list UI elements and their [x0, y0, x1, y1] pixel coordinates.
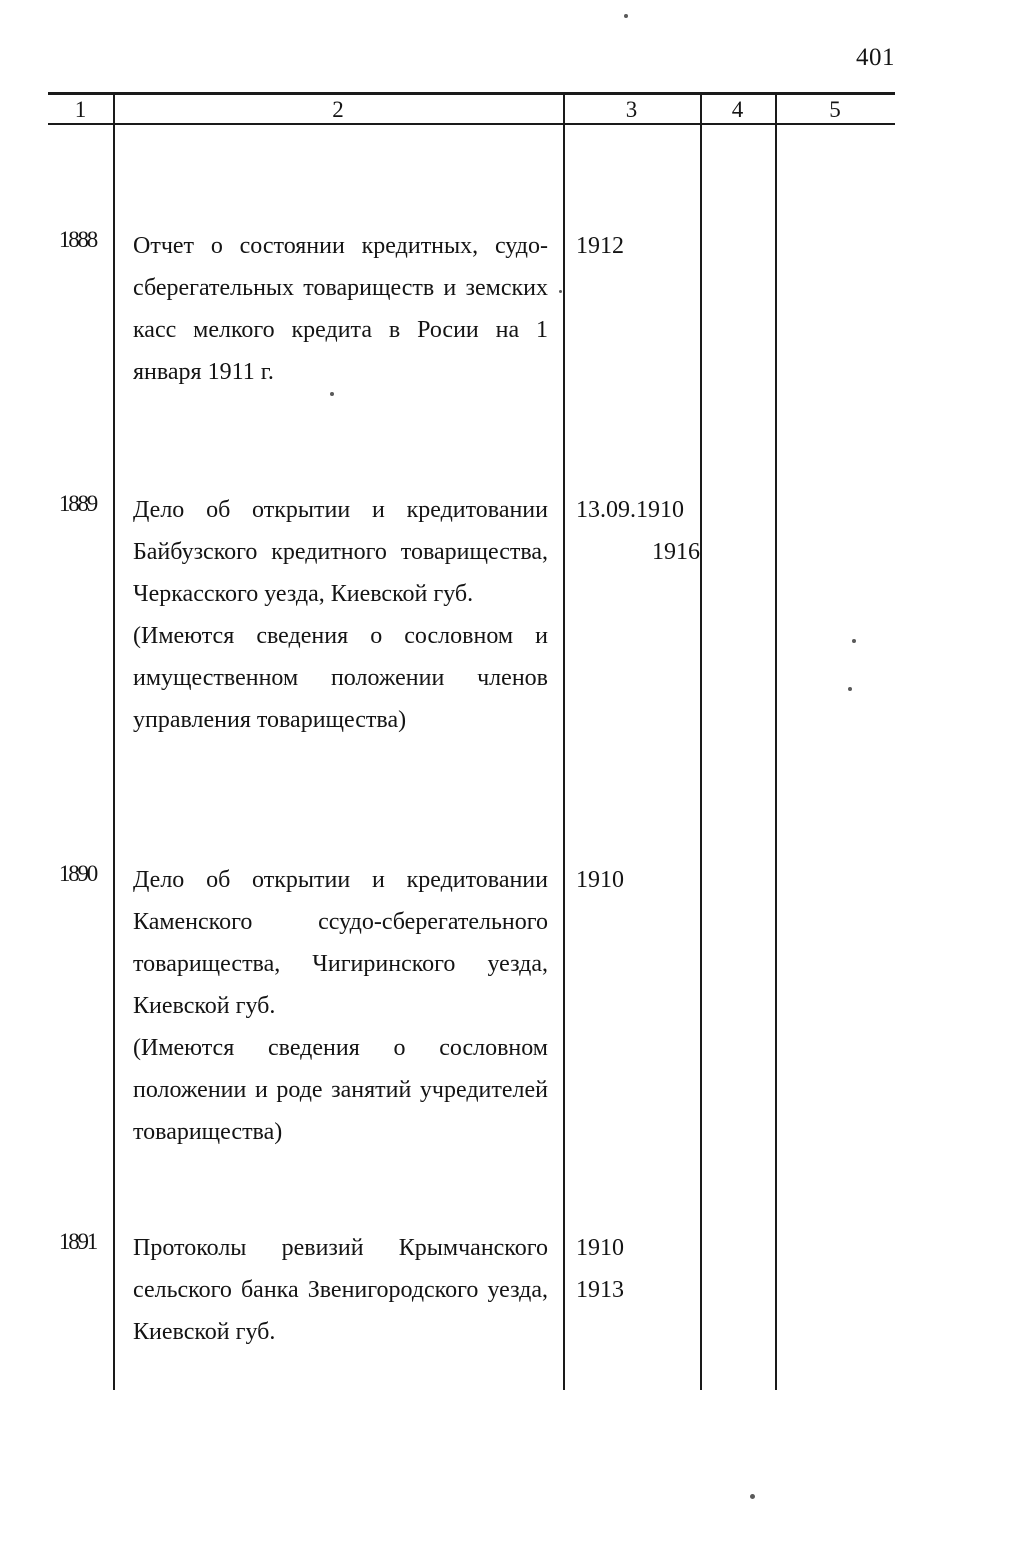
column-divider-3-body [700, 125, 702, 1390]
record-id: 1888 [58, 227, 97, 252]
record-description-paragraph: Отчет о состоянии кредитных, судо-сберегательных товариществ и земских касс мелкого кредита в Росии на 1 января 1911 г. [133, 233, 548, 385]
record-description [133, 225, 548, 393]
column-header-4: 4 [731, 97, 744, 122]
page-number: 401 [856, 44, 895, 71]
column-divider-1-body [113, 125, 115, 1390]
record-id: 1889 [58, 491, 97, 516]
table-body [48, 125, 895, 1450]
scan-speck [559, 290, 562, 293]
record-description [133, 489, 548, 741]
record-description [133, 859, 548, 1153]
record-date: 1910 [576, 867, 624, 893]
record-id: 1891 [58, 1229, 97, 1254]
record-description-note: (Имеются сведения о сословном положении и роде занятий учредителей товарищества) [133, 1035, 548, 1145]
scan-speck [852, 639, 856, 643]
column-header-2: 2 [332, 97, 344, 122]
table-header-row [48, 95, 895, 123]
record-date: 1912 [576, 233, 624, 259]
record-date: 1913 [576, 1277, 624, 1303]
record-description-paragraph: Протоколы ревизий Крымчанского сельского банка Звенигородского уезда, Киевской губ. [133, 1235, 548, 1345]
record-description-paragraph: Дело об открытии и кредитовании Байбузского кредитного товарищества, Черкасского уезда, Киевской губ. [133, 497, 548, 607]
column-header-1: 1 [74, 97, 87, 122]
record-date: 13.09.1910 [576, 497, 684, 523]
archive-inventory-table [48, 92, 895, 1450]
scan-speck [330, 392, 334, 396]
record-dates [576, 489, 700, 573]
scan-speck [750, 1494, 755, 1499]
record-date: 1916 [652, 539, 700, 565]
column-divider-2-body [563, 125, 565, 1390]
record-date: 1910 [576, 1235, 624, 1261]
record-dates [576, 859, 700, 901]
record-description-paragraph: Дело об открытии и кредитовании Каменского ссудо-сберегательного товарищества, Чигиринского уезда, Киевской губ. [133, 867, 548, 1019]
column-header-3: 3 [625, 97, 638, 122]
column-divider-4-body [775, 125, 777, 1390]
record-id: 1890 [58, 861, 97, 886]
record-dates [576, 1227, 700, 1311]
record-description-note: (Имеются сведения о сословном и имущественном положении членов управления товарищества) [133, 623, 548, 733]
record-description [133, 1227, 548, 1353]
record-dates [576, 225, 700, 267]
column-header-5: 5 [829, 97, 841, 122]
scan-speck [848, 687, 852, 691]
scan-speck [624, 14, 628, 18]
